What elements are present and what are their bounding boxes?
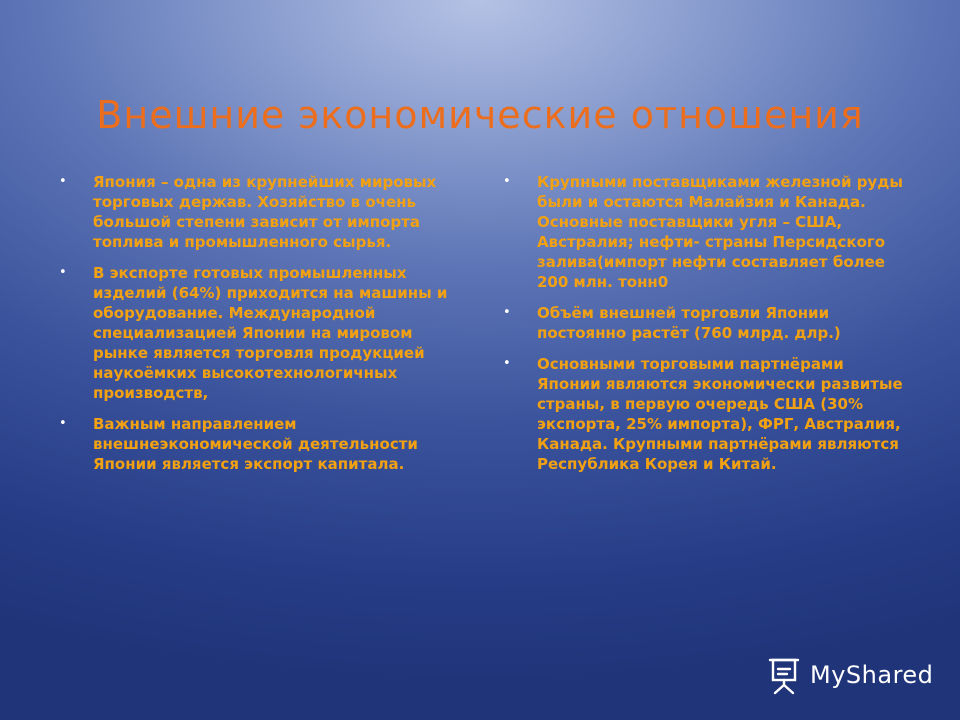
list-item — [500, 303, 910, 343]
presentation-board-icon — [766, 655, 802, 695]
watermark-logo — [766, 654, 933, 696]
watermark-text: MyShared — [810, 661, 934, 689]
bullet-icon: • — [503, 305, 511, 320]
bullet-icon: • — [503, 356, 511, 371]
list-item — [56, 414, 456, 474]
list-item — [56, 172, 456, 252]
bullet-icon: • — [59, 265, 67, 280]
bullet-icon: • — [59, 174, 67, 189]
list-item — [500, 172, 910, 292]
list-item-text: Объём внешней торговли Японии постоянно растёт (760 млрд. длр.) — [537, 304, 841, 342]
list-item-text: Крупными поставщиками железной руды были и остаются Малайзия и Канада. Основные поставщики угля – США, Австралия; нефти- страны Персидского залива(импорт нефти составляет более 200 млн. тонн0 — [537, 173, 903, 291]
right-bullet-list — [500, 172, 910, 485]
left-bullet-list — [56, 172, 456, 485]
bullet-icon: • — [503, 174, 511, 189]
list-item-text: Важным направлением внешнеэкономической деятельности Японии является экспорт капитала. — [93, 415, 418, 473]
list-item-text: В экспорте готовых промышленных изделий (64%) приходится на машины и оборудование. Международной специализацией Японии на мировом рынке является торговля продукцией наукоёмких высокотехнологичных производств, — [93, 264, 448, 402]
list-item — [500, 354, 910, 474]
bullet-icon: • — [59, 416, 67, 431]
list-item-text: Основными торговыми партнёрами Японии являются экономически развитые страны, в первую очередь США (30% экспорта, 25% импорта), ФРГ, Австралия, Канада. Крупными партнёрами являются Республика Корея и Китай. — [537, 355, 903, 473]
list-item — [56, 263, 456, 403]
slide-title: Внешние экономические отношения — [96, 93, 864, 138]
list-item-text: Япония – одна из крупнейших мировых торговых держав. Хозяйство в очень большой степени зависит от импорта топлива и промышленного сырья. — [93, 173, 437, 251]
